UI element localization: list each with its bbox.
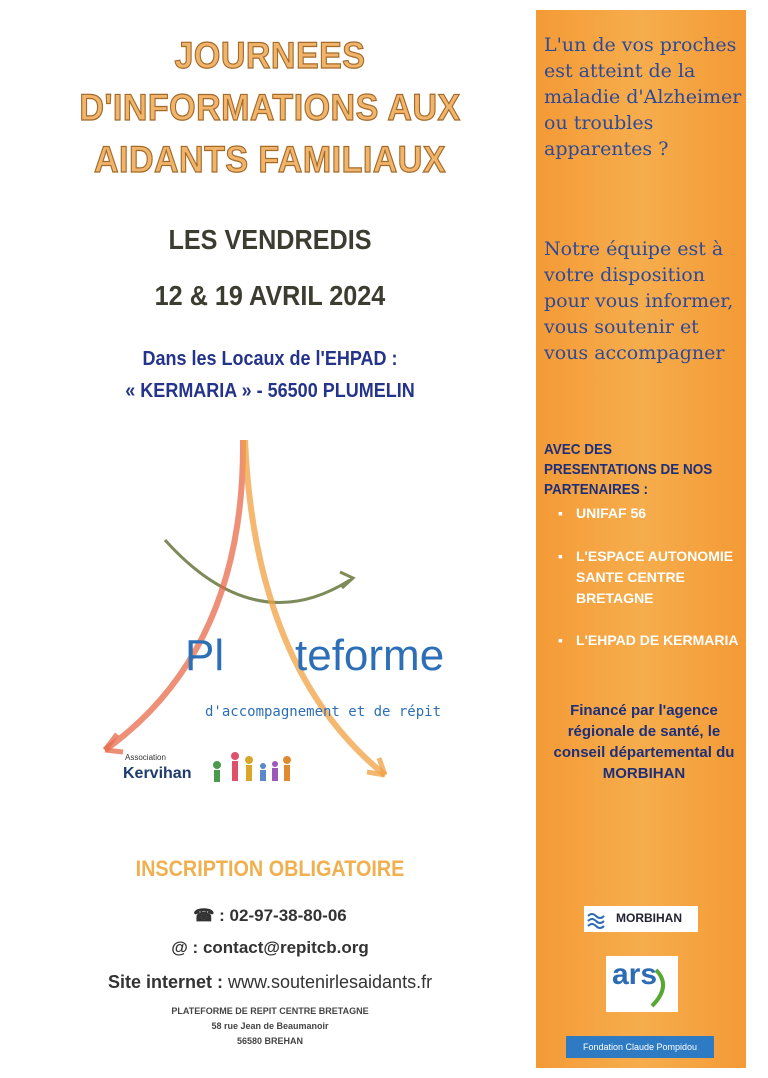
partner-item: [558, 503, 743, 524]
phone-line: [40, 906, 500, 926]
fondation-logo: [566, 1036, 714, 1058]
address-line-1: PLATEFORME DE REPIT CENTRE BRETAGNE: [171, 1006, 369, 1016]
email-line: [40, 938, 500, 958]
morbihan-wave-icon: [584, 906, 610, 932]
plateforme-logo: [95, 430, 495, 810]
ars-label: ars: [612, 958, 658, 991]
email-link[interactable]: contact@repitcb.org: [202, 938, 369, 957]
title-line-1: JOURNEES: [174, 35, 366, 76]
bullet-icon: ▪: [558, 505, 563, 521]
partners-title: AVEC DES PRESENTATIONS DE NOS PARTENAIRES :: [544, 441, 713, 498]
partner-item: [558, 630, 743, 651]
website-label: Site internet :: [107, 972, 223, 992]
bullet-icon: ▪: [558, 548, 563, 564]
phone-icon: ☎ :: [193, 906, 225, 925]
dates-line-1: LES VENDREDIS: [168, 224, 372, 255]
logo-subtitle: d'accompagnement et de répit: [205, 704, 442, 720]
people-icon: [213, 752, 291, 782]
morbihan-logo: [584, 906, 698, 932]
fondation-label: Fondation Claude Pompidou: [582, 1042, 698, 1052]
funding-note: Financé par l'agence régionale de santé, le conseil départemental du MORBIHAN: [553, 702, 735, 782]
ars-swoosh-icon: [606, 956, 678, 1012]
title-line-3: AIDANTS FAMILIAUX: [93, 139, 446, 180]
orange-side-panel: [536, 10, 746, 1068]
logo-teforme: teforme: [295, 631, 445, 680]
morbihan-label: MORBIHAN: [616, 911, 682, 925]
inscription-obligatoire: INSCRIPTION OBLIGATOIRE: [135, 856, 405, 881]
location-line-2: « KERMARIA » - 56500 PLUMELIN: [125, 380, 415, 402]
website-link[interactable]: www.soutenirlesaidants.fr: [227, 972, 433, 992]
logo-kervihan: Kervihan: [123, 765, 192, 782]
logo-association: Association: [125, 753, 166, 762]
logo-pl: Pl: [185, 631, 225, 680]
phone-number[interactable]: 02-97-38-80-06: [229, 906, 347, 925]
partner-item: [558, 546, 743, 609]
title-line-2: D'INFORMATIONS AUX: [79, 87, 461, 128]
partner-label: L'EHPAD DE KERMARIA: [576, 632, 739, 648]
side-offer: Notre équipe est à votre disposition pour vous informer, vous soutenir et vous accompagner: [544, 238, 734, 364]
partner-label: UNIFAF 56: [576, 505, 647, 521]
side-question: L'un de vos proches est atteint de la maladie d'Alzheimer ou troubles apparentes ?: [544, 34, 742, 160]
flyer-main-column: [40, 0, 500, 1078]
website-line: [40, 972, 500, 993]
orange-arrow-icon: [245, 440, 385, 775]
address-line-2: 58 rue Jean de Beaumanoir: [211, 1021, 329, 1031]
location-line-1: Dans les Locaux de l'EHPAD :: [142, 348, 398, 370]
dates-line-2: 12 & 19 AVRIL 2024: [154, 280, 386, 311]
ars-logo: [606, 956, 678, 1012]
at-icon: @ :: [171, 938, 199, 957]
partner-label: L'ESPACE AUTONOMIE SANTE CENTRE BRETAGNE: [576, 548, 734, 606]
bullet-icon: ▪: [558, 632, 563, 648]
address-line-3: 56580 BREHAN: [236, 1036, 304, 1046]
